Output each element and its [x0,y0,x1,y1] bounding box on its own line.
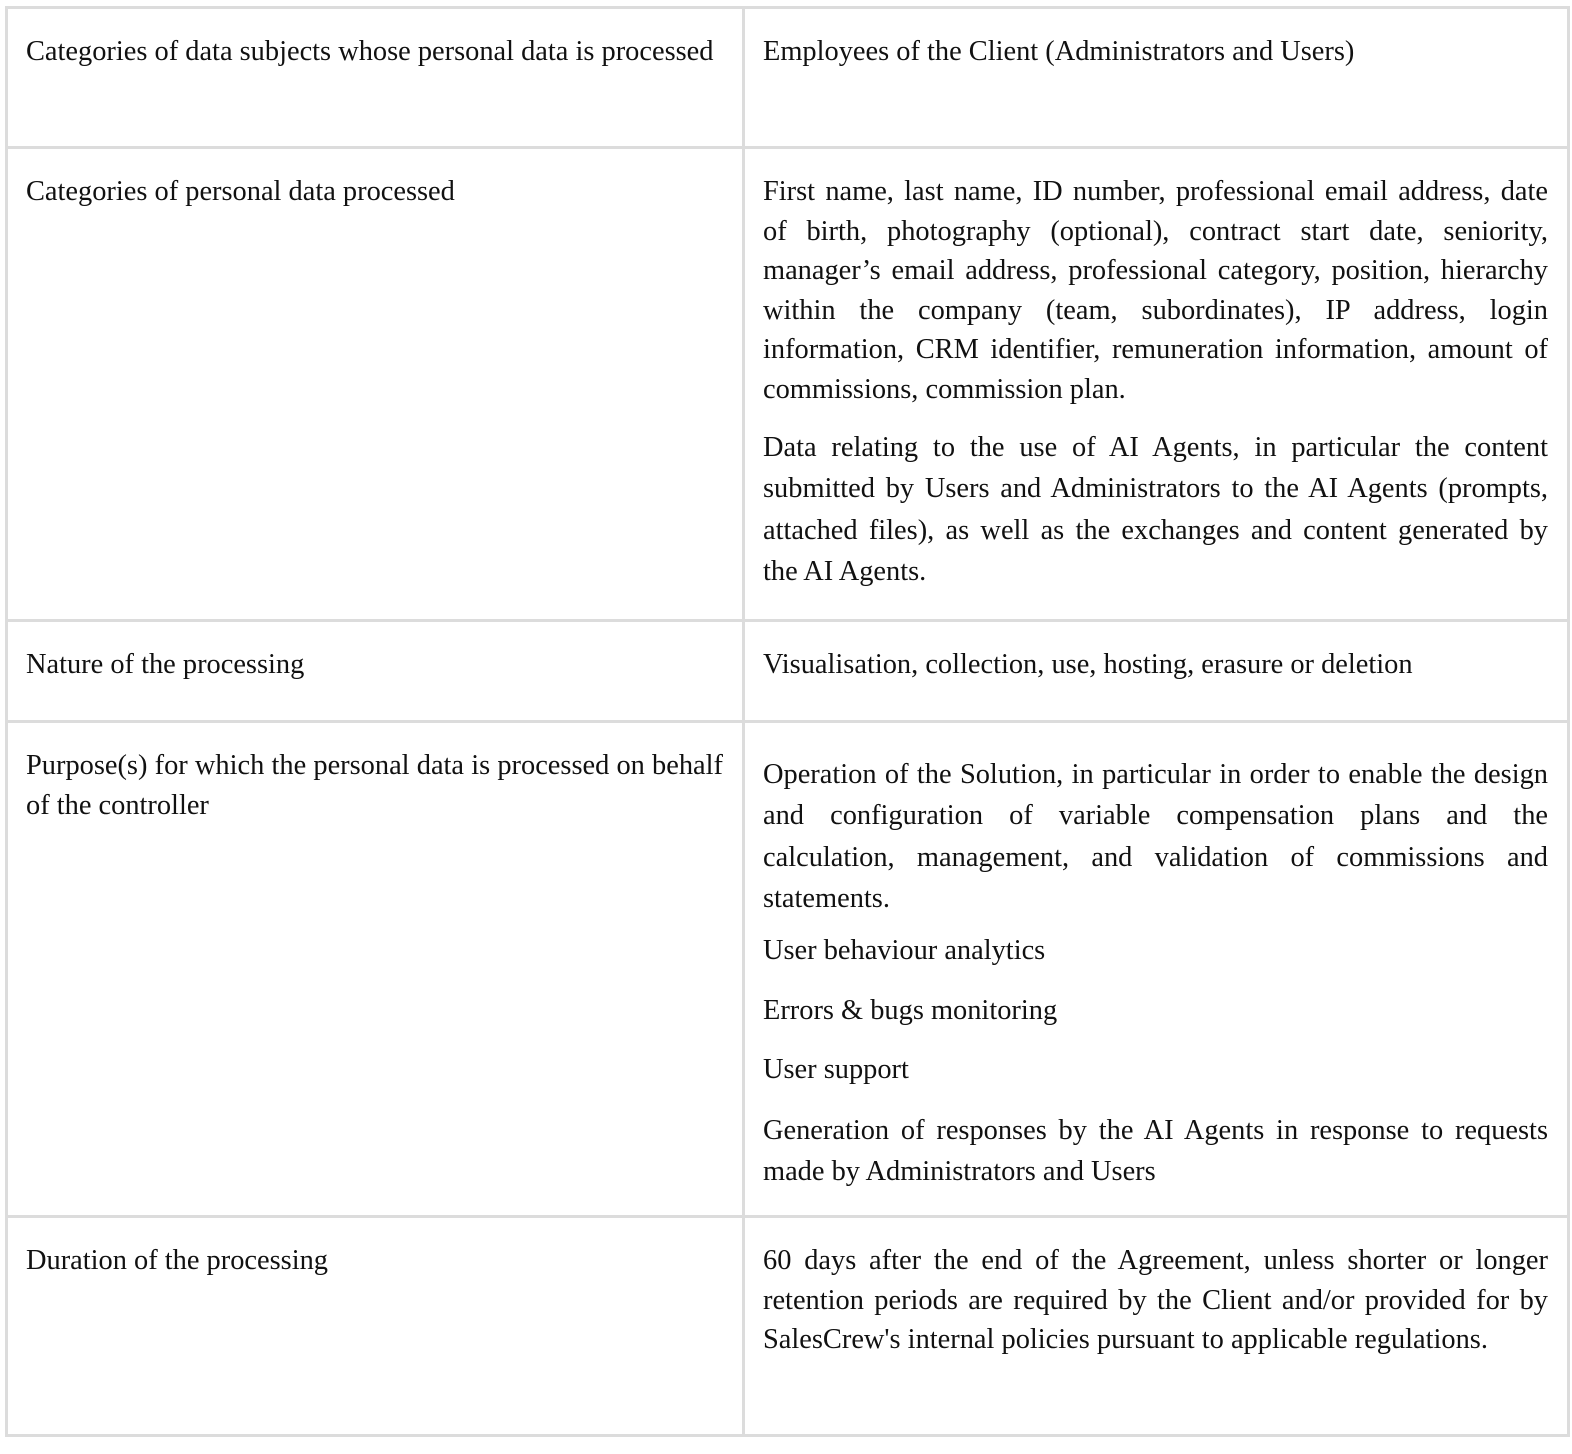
row-label-cell [7,148,744,621]
row-value-cell [744,722,1569,1217]
row-label-cell [7,1217,744,1436]
row-label-cell [7,621,744,722]
table-row [7,148,1569,621]
row-label-cell [7,722,744,1217]
row-value-cell [744,621,1569,722]
ai-agents-data-paragraph: Data relating to the use of AI Agents, in particular the content submitted by Users and Administrators to the AI Agents (prompts, attached files), as well as the exchanges and content generated by the AI Agents. [763,431,1548,588]
row-label-cell [7,8,744,148]
table-row [7,722,1569,1217]
user-support-paragraph: User support [763,1054,909,1086]
processing-duration-label: Duration of the processing [26,1245,328,1276]
processing-details-table [5,6,1570,1437]
bugs-monitoring-paragraph: Errors & bugs monitoring [763,994,1058,1026]
table-row [7,1217,1569,1436]
ai-responses-paragraph: Generation of responses by the AI Agents in response to requests made by Administrators and Users [763,1114,1548,1188]
processing-duration-value: 60 days after the end of the Agreement, unless shorter or longer retention periods are required by the Client and/or provided for by SalesCrew's internal policies pursuant to applicable regulations. [763,1245,1548,1355]
solution-operation-paragraph: Operation of the Solution, in particular in order to enable the design and configuration of variable compensation plans and the calculation, management, and validation of commissions and statements. [763,759,1548,914]
row-value-cell [744,8,1569,148]
personal-data-list-paragraph: First name, last name, ID number, professional email address, date of birth, photography (optional), contract start date, seniority, manager’s email address, professional category, position, hierarchy within the company (team, subordinates), IP address, login information, CRM identifier, remuneration information, amount of commissions, commission plan. [763,176,1548,405]
behaviour-analytics-paragraph: User behaviour analytics [763,935,1046,967]
row-value-cell [744,148,1569,621]
processing-nature-label: Nature of the processing [26,649,305,680]
data-subjects-value: Employees of the Client (Administrators and Users) [763,36,1355,67]
data-subjects-label: Categories of data subjects whose personal data is processed [26,36,714,67]
table-row [7,621,1569,722]
processing-nature-value: Visualisation, collection, use, hosting, erasure or deletion [763,649,1413,680]
table-row [7,8,1569,148]
processing-purposes-label: Purpose(s) for which the personal data is processed on behalf of the controller [26,750,723,821]
personal-data-categories-label: Categories of personal data processed [26,176,455,207]
row-value-cell [744,1217,1569,1436]
